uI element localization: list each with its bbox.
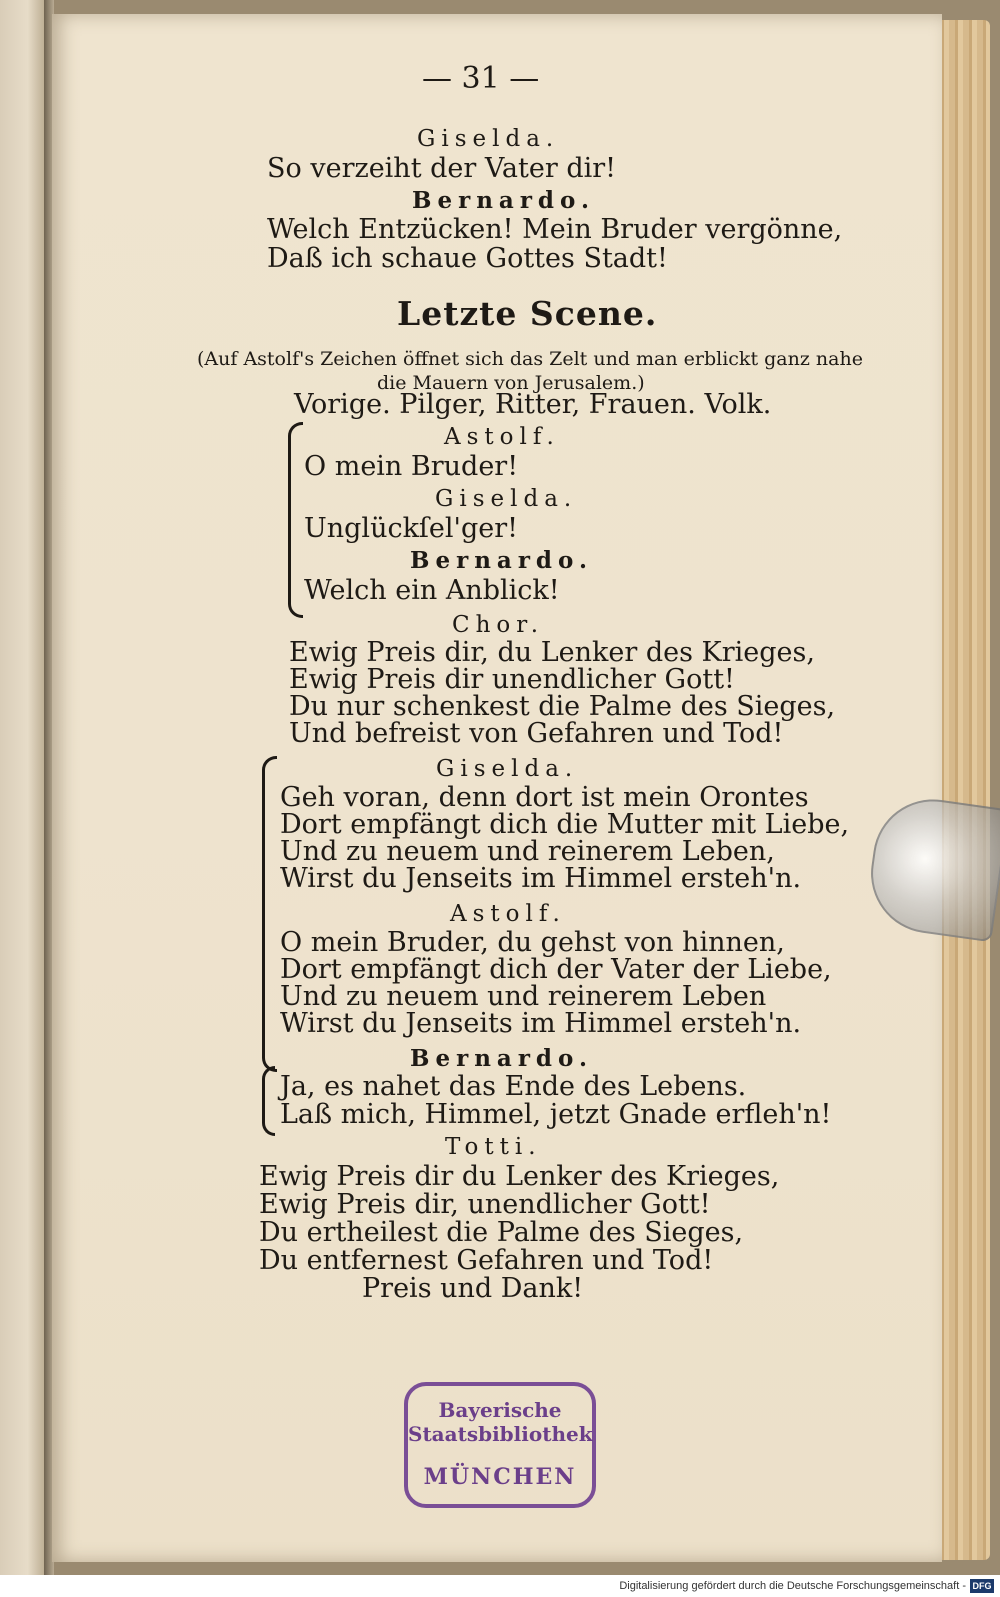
verse-line: Ewig Preis dir, unendlicher Gott! <box>259 1189 711 1220</box>
book-page <box>52 14 942 1562</box>
speaker-name: Bernardo. <box>410 547 593 574</box>
stage-direction: (Auf Astolf's Zeichen öffnet sich das Zelt und man erblickt ganz nahe <box>197 348 863 370</box>
verse-line: Du nur schenkest die Palme des Sieges, <box>289 691 836 722</box>
stamp-line-2: Staatsbibliothek <box>408 1422 593 1446</box>
speaker-name: Chor. <box>452 612 545 638</box>
speaker-name: Bernardo. <box>410 1045 593 1072</box>
speaker-name: Astolf. <box>450 901 566 927</box>
scene-heading: Letzte Scene. <box>397 294 658 333</box>
verse-line: Ewig Preis dir, du Lenker des Krieges, <box>289 637 815 668</box>
verse-line: O mein Bruder, du gehst von hinnen, <box>280 927 785 958</box>
verse-line: Preis und Dank! <box>362 1273 584 1304</box>
speaker-name: Totti. <box>445 1134 542 1160</box>
bracket <box>288 422 303 618</box>
speaker-name: Giselda. <box>435 486 578 512</box>
verse-line: Welch Entzücken! Mein Bruder vergönne, <box>267 214 843 245</box>
verse-line: Du entfernest Gefahren und Tod! <box>259 1245 714 1276</box>
verse-line: Wirst du Jenseits im Himmel ersteh'n. <box>280 1008 802 1039</box>
verse-line: Wirst du Jenseits im Himmel ersteh'n. <box>280 863 802 894</box>
page-stack-edges <box>935 20 990 1560</box>
page-number: — 31 — <box>422 61 540 96</box>
speaker-name: Bernardo. <box>412 187 595 214</box>
verse-line: Welch ein Anblick! <box>304 575 560 606</box>
left-page-edge <box>0 0 46 1575</box>
verse-line: Und zu neuem und reinerem Leben, <box>280 836 775 867</box>
verse-line: Ewig Preis dir unendlicher Gott! <box>289 664 735 695</box>
cast-list: Vorige. Pilger, Ritter, Frauen. Volk. <box>294 389 772 420</box>
bracket <box>262 1066 275 1136</box>
verse-line: O mein Bruder! <box>304 451 519 482</box>
verse-line: Ewig Preis dir du Lenker des Krieges, <box>259 1161 780 1192</box>
verse-line: Dort empfängt dich die Mutter mit Liebe, <box>280 809 850 840</box>
speaker-name: Giselda. <box>436 756 579 782</box>
stamp-line-3: MÜNCHEN <box>423 1464 577 1490</box>
bracket <box>262 756 277 1072</box>
verse-line: Und zu neuem und reinerem Leben <box>280 981 767 1012</box>
verse-line: Du ertheilest die Palme des Sieges, <box>259 1217 744 1248</box>
verse-line: So verzeiht der Vater dir! <box>267 153 616 184</box>
speaker-name: Astolf. <box>444 424 560 450</box>
library-stamp <box>404 1382 596 1508</box>
dfg-logo: DFG <box>970 1579 994 1593</box>
verse-line: Daß ich schaue Gottes Stadt! <box>267 243 668 274</box>
speaker-name: Giselda. <box>417 126 560 152</box>
footer-bar <box>0 1577 1000 1597</box>
verse-line: Ja, es nahet das Ende des Lebens. <box>280 1071 747 1102</box>
verse-line: Geh voran, denn dort ist mein Orontes <box>280 782 809 813</box>
footer-credit: Digitalisierung gefördert durch die Deutsche Forschungsgemeinschaft - <box>619 1580 966 1592</box>
verse-line: Und befreist von Gefahren und Tod! <box>289 718 784 749</box>
stamp-line-1: Bayerische <box>438 1398 562 1422</box>
verse-line: Laß mich, Himmel, jetzt Gnade erfleh'n! <box>280 1099 832 1130</box>
verse-line: Dort empfängt dich der Vater der Liebe, <box>280 954 832 985</box>
stage-direction: die Mauern von Jerusalem.) <box>377 372 645 394</box>
verse-line: Unglückſel'ger! <box>304 513 518 544</box>
